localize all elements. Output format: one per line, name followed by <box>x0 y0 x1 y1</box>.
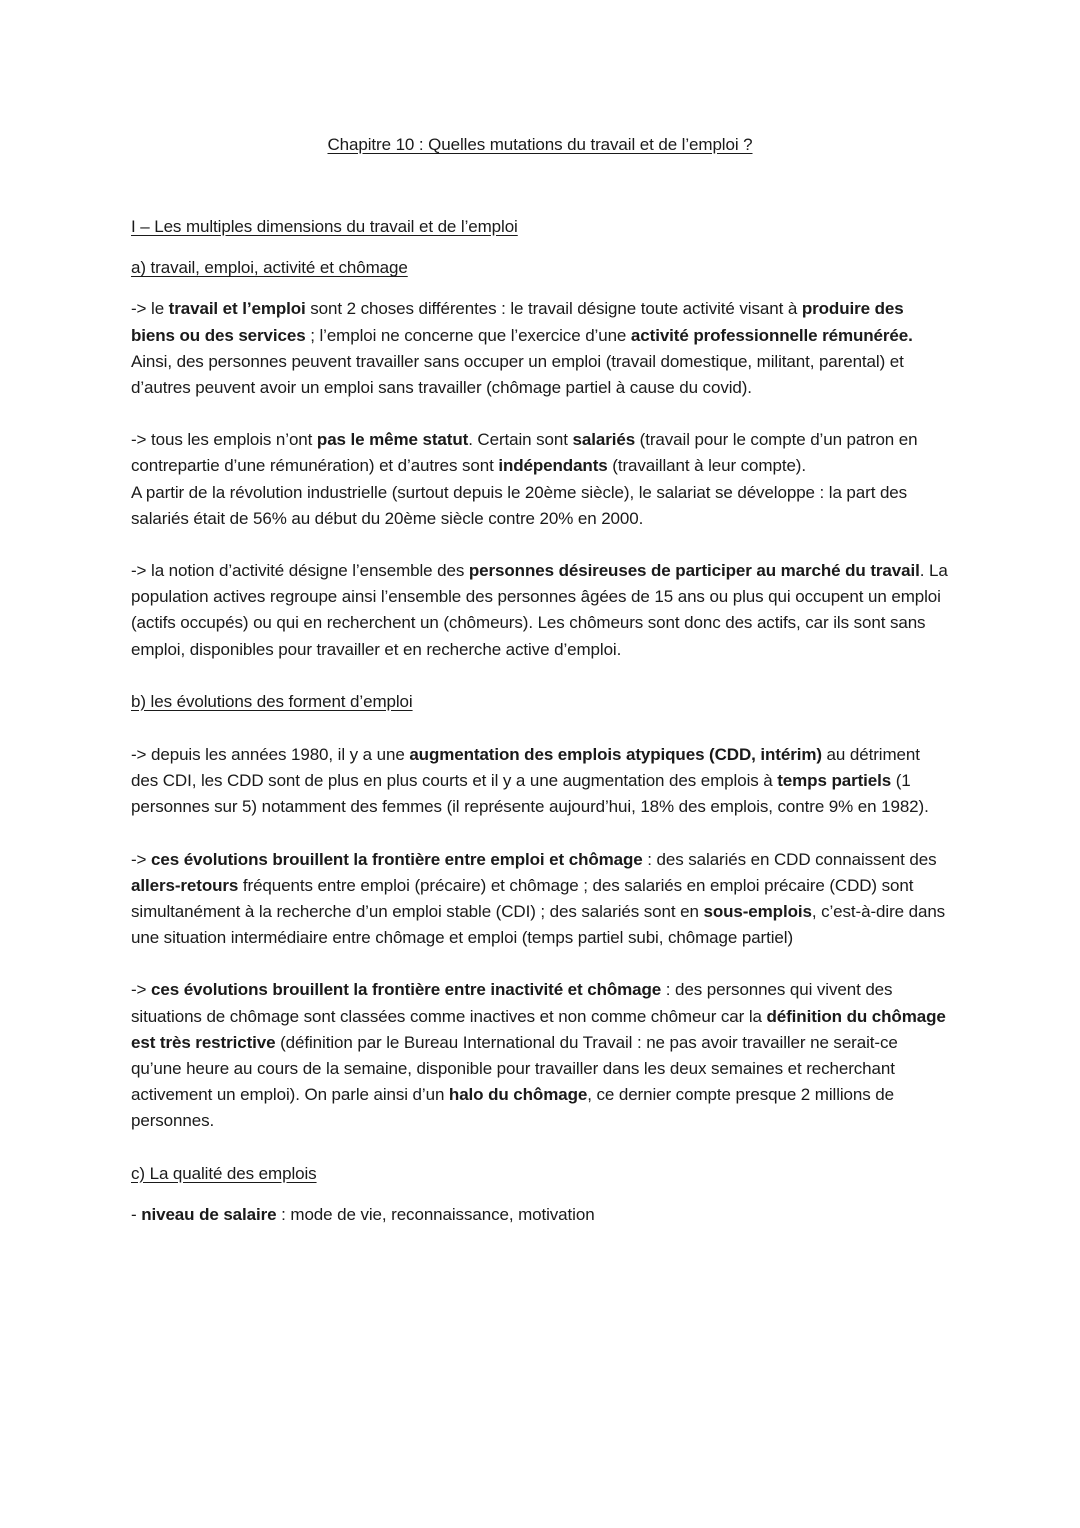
bold-phrase: pas le même statut <box>316 430 469 450</box>
text-run: : des personnes qui vivent des situations de chômage sont classées comme inactives et non comme chômeur car la <box>131 980 893 1026</box>
bold-phrase: définition du chômage est très restrictive <box>131 1006 946 1052</box>
text-run: , ce dernier compte presque 2 millions de personnes. <box>131 1085 894 1131</box>
text-run: (définition par le Bureau International du Travail : ne pas avoir travailler ne serait-ce qu’une heure au cours de la semaine, disponible pour travailler dans les deux semaines et recherchant activement un emploi). On parle ainsi d’un <box>131 1032 898 1105</box>
text-run: - <box>131 1204 142 1224</box>
text-run: -> depuis les années 1980, il y a une <box>131 745 410 765</box>
paragraph-frontiere-inactivite-chomage <box>131 977 951 1134</box>
document-body <box>131 214 951 1228</box>
paragraph-activite <box>131 558 951 663</box>
text-run: -> tous les emplois n’ont <box>131 430 317 450</box>
bold-phrase: halo du chômage <box>448 1085 588 1105</box>
bold-phrase: ces évolutions brouillent la frontière entre inactivité et chômage <box>151 980 662 1000</box>
text-run: ; l’emploi ne concerne que l’exercice d’une <box>305 325 631 345</box>
bold-phrase: indépendants <box>498 456 608 476</box>
bold-phrase: produire des biens ou des services <box>131 299 904 345</box>
subsection-heading-c: c) La qualité des emplois <box>131 1163 317 1183</box>
bold-phrase: salariés <box>572 430 636 450</box>
bold-phrase: temps partiels <box>777 771 892 791</box>
text-run: -> <box>131 849 152 869</box>
text-run: (travaillant à leur compte). <box>607 456 806 476</box>
bold-phrase: allers-retours <box>131 875 239 895</box>
text-run: : mode de vie, reconnaissance, motivation <box>276 1204 595 1224</box>
paragraph-frontiere-emploi-chomage <box>131 847 951 952</box>
text-run: . Certain sont <box>468 430 573 450</box>
text-run: -> <box>131 980 152 1000</box>
text-run: , c’est-à-dire dans une situation intermédiaire entre chômage et emploi (temps partiel subi, chômage partiel) <box>131 902 946 948</box>
text-run: . La population actives regroupe ainsi l’ensemble des personnes âgées de 15 ans ou plus qui occupent un emploi (actifs occupés) ou qui en recherchent un (chômeurs). Les chômeurs sont donc des actifs, car ils sont sans emploi, disponibles pour travailler et en recherche active d’emploi. <box>131 561 948 659</box>
paragraph-statut <box>131 427 951 479</box>
text-run: (1 personnes sur 5) notamment des femmes (il représente aujourd’hui, 18% des emplois, contre 9% en 1982). <box>131 771 929 817</box>
bold-phrase: sous-emplois <box>703 902 812 922</box>
subsection-heading-a: a) travail, emploi, activité et chômage <box>131 258 408 278</box>
paragraph-travail-sans-emploi: Ainsi, des personnes peuvent travailler sans occuper un emploi (travail domestique, militant, parental) et d’autres peuvent avoir un emploi sans travailler (chômage partiel à cause du covid). <box>131 351 904 398</box>
paragraph-salariat: A partir de la révolution industrielle (surtout depuis le 20ème siècle), le salariat se développe : la part des salariés était de 56% au début du 20ème siècle contre 20% en 2000. <box>131 482 908 528</box>
text-run: -> la notion d’activité désigne l’ensemble des <box>131 561 469 581</box>
section-heading: I – Les multiples dimensions du travail et de l’emploi <box>131 217 518 236</box>
bold-phrase: niveau de salaire <box>141 1204 277 1224</box>
bold-phrase: ces évolutions brouillent la frontière entre emploi et chômage <box>151 849 643 869</box>
paragraph-niveau-salaire <box>131 1202 951 1228</box>
text-run: sont 2 choses différentes : le travail désigne toute activité visant à <box>305 299 802 319</box>
text-run: : des salariés en CDD connaissent des <box>642 849 937 869</box>
text-run: -> le <box>131 299 169 319</box>
subsection-heading-b: b) les évolutions des forment d’emploi <box>131 691 413 711</box>
paragraph-travail-emploi <box>131 296 951 348</box>
bold-phrase: activité professionnelle rémunérée. <box>630 325 913 345</box>
document-title: Chapitre 10 : Quelles mutations du travail et de l’emploi ? <box>327 135 753 154</box>
bold-phrase: augmentation des emplois atypiques (CDD, intérim) <box>409 745 822 765</box>
paragraph-emplois-atypiques <box>131 742 951 821</box>
bold-phrase: travail et l’emploi <box>168 299 306 319</box>
text-run: (travail pour le compte d’un patron en contrepartie d’une rémunération) et d’autres sont <box>131 430 918 476</box>
text-run: au détriment des CDI, les CDD sont de plus en plus courts et il y a une augmentation des emplois à <box>131 745 920 791</box>
text-run: fréquents entre emploi (précaire) et chômage ; des salariés en emploi précaire (CDD) sont simultanément à la recherche d’un emploi stable (CDI) ; des salariés sont en <box>131 875 914 922</box>
bold-phrase: personnes désireuses de participer au marché du travail <box>468 561 920 581</box>
